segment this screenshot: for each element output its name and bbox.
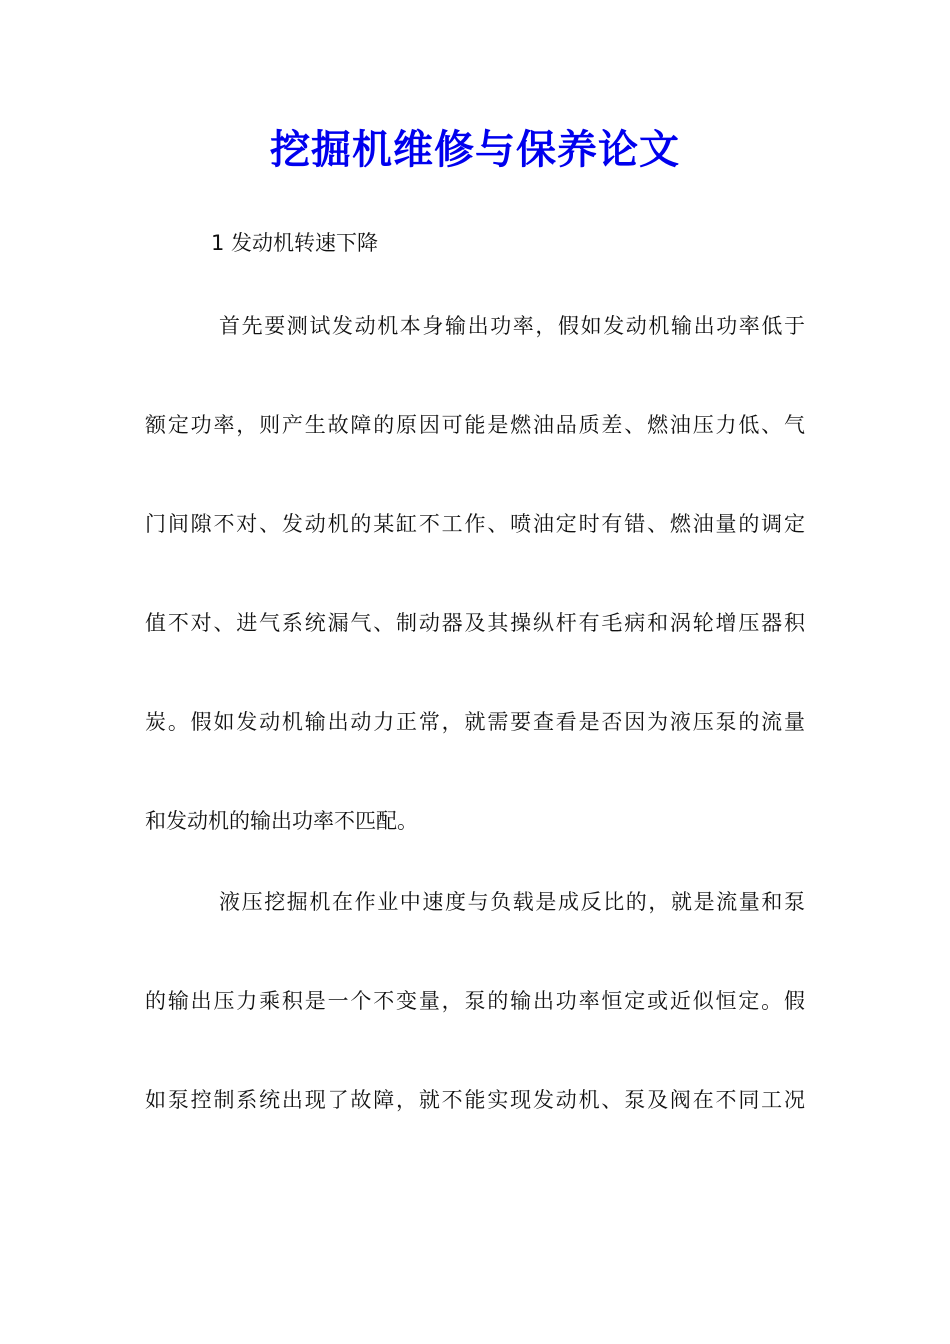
paragraph1-line: 首先要测试发动机本身输出功率，假如发动机输出功率低于 — [219, 314, 805, 338]
paragraph1-line: 门间隙不对、发动机的某缸不工作、喷油定时有错、燃油量的调定 — [145, 512, 805, 536]
paragraph2-line: 液压挖掘机在作业中速度与负载是成反比的，就是流量和泵 — [219, 890, 805, 914]
paragraph1-line: 额定功率，则产生故障的原因可能是燃油品质差、燃油压力低、气 — [145, 413, 805, 437]
paragraph1-line: 和发动机的输出功率不匹配。 — [145, 809, 418, 833]
paragraph1-line: 炭。假如发动机输出动力正常，就需要查看是否因为液压泵的流量 — [145, 710, 805, 734]
section-heading: 1 发动机转速下降 — [211, 231, 379, 255]
paragraph1-line: 值不对、进气系统漏气、制动器及其操纵杆有毛病和涡轮增压器积 — [145, 611, 805, 635]
document-title: 挖掘机维修与保养论文 — [270, 126, 680, 173]
paragraph2-line: 的输出压力乘积是一个不变量，泵的输出功率恒定或近似恒定。假 — [145, 989, 805, 1013]
paragraph2-line: 如泵控制系统出现了故障，就不能实现发动机、泵及阀在不同工况 — [145, 1088, 805, 1112]
